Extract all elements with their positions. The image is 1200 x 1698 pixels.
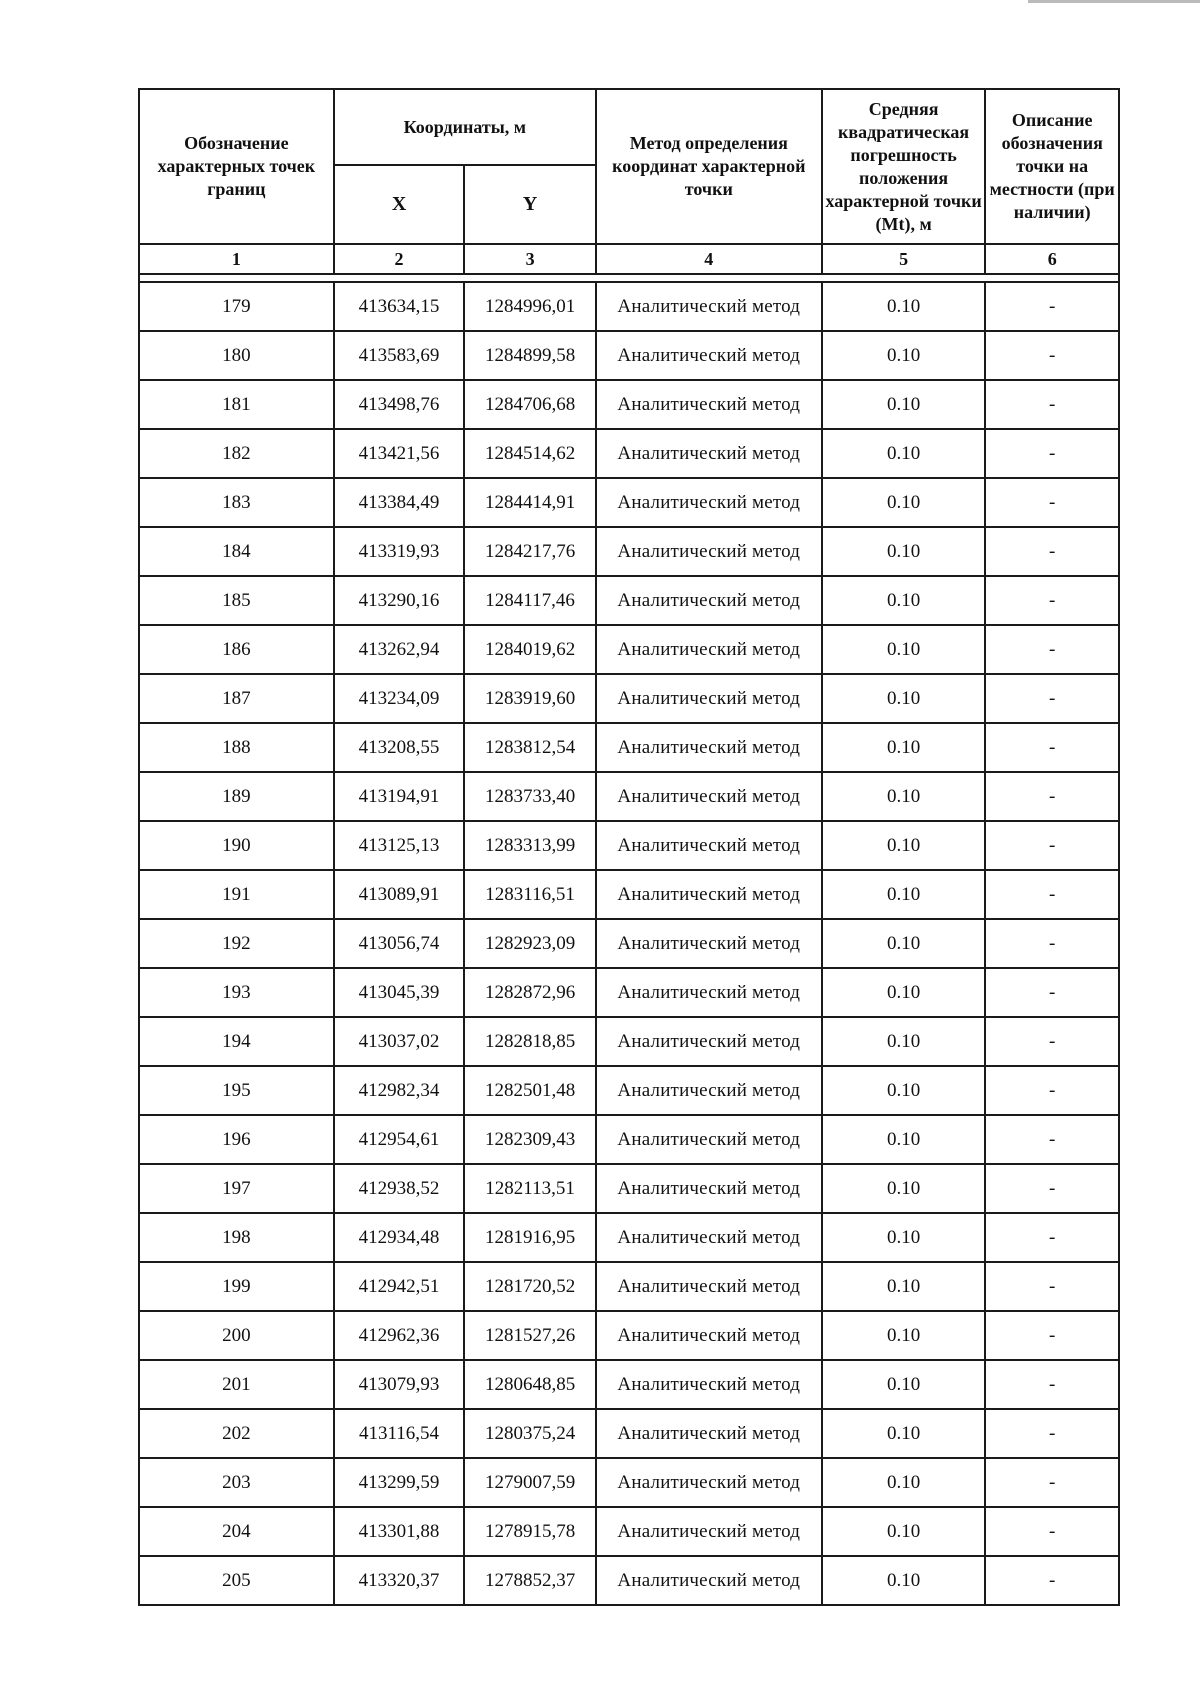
description-cell: - [985, 1409, 1119, 1458]
mean-error-cell: 0.10 [822, 625, 986, 674]
mean-error-cell: 0.10 [822, 282, 986, 331]
method-cell: Аналитический метод [596, 429, 822, 478]
mean-error-cell: 0.10 [822, 1556, 986, 1605]
y-coordinate-cell: 1284117,46 [464, 576, 596, 625]
point-number-cell: 186 [139, 625, 334, 674]
x-coordinate-cell: 412942,51 [334, 1262, 465, 1311]
table-row [139, 282, 1119, 331]
description-cell: - [985, 1213, 1119, 1262]
table-row [139, 1213, 1119, 1262]
header-coordinates: Координаты, м [334, 89, 596, 165]
y-coordinate-cell: 1283116,51 [464, 870, 596, 919]
table-row [139, 527, 1119, 576]
y-coordinate-cell: 1284019,62 [464, 625, 596, 674]
table-row [139, 1017, 1119, 1066]
table-row [139, 1458, 1119, 1507]
mean-error-cell: 0.10 [822, 919, 986, 968]
table-row [139, 380, 1119, 429]
description-cell: - [985, 919, 1119, 968]
x-coordinate-cell: 413056,74 [334, 919, 465, 968]
table-row [139, 821, 1119, 870]
mean-error-cell: 0.10 [822, 478, 986, 527]
mean-error-cell: 0.10 [822, 576, 986, 625]
x-coordinate-cell: 412954,61 [334, 1115, 465, 1164]
description-cell: - [985, 1556, 1119, 1605]
point-number-cell: 184 [139, 527, 334, 576]
x-coordinate-cell: 413634,15 [334, 282, 465, 331]
header-x: X [334, 165, 465, 244]
table-row [139, 1556, 1119, 1605]
description-cell: - [985, 772, 1119, 821]
scan-edge-mark [1028, 0, 1200, 3]
description-cell: - [985, 821, 1119, 870]
point-number-cell: 187 [139, 674, 334, 723]
x-coordinate-cell: 413301,88 [334, 1507, 465, 1556]
description-cell: - [985, 674, 1119, 723]
mean-error-cell: 0.10 [822, 870, 986, 919]
x-coordinate-cell: 412934,48 [334, 1213, 465, 1262]
mean-error-cell: 0.10 [822, 1507, 986, 1556]
description-cell: - [985, 870, 1119, 919]
method-cell: Аналитический метод [596, 478, 822, 527]
x-coordinate-cell: 413089,91 [334, 870, 465, 919]
table-row [139, 1409, 1119, 1458]
table-row [139, 870, 1119, 919]
x-coordinate-cell: 412982,34 [334, 1066, 465, 1115]
header-mean-error: Средняя квадратическая погрешность положения характерной точки (Mt), м [822, 89, 986, 244]
x-coordinate-cell: 413583,69 [334, 331, 465, 380]
x-coordinate-cell: 413319,93 [334, 527, 465, 576]
method-cell: Аналитический метод [596, 870, 822, 919]
point-number-cell: 203 [139, 1458, 334, 1507]
point-number-cell: 179 [139, 282, 334, 331]
description-cell: - [985, 1164, 1119, 1213]
table-row [139, 723, 1119, 772]
method-cell: Аналитический метод [596, 723, 822, 772]
y-coordinate-cell: 1281916,95 [464, 1213, 596, 1262]
point-number-cell: 189 [139, 772, 334, 821]
x-coordinate-cell: 413045,39 [334, 968, 465, 1017]
y-coordinate-cell: 1284217,76 [464, 527, 596, 576]
x-coordinate-cell: 413384,49 [334, 478, 465, 527]
method-cell: Аналитический метод [596, 1409, 822, 1458]
header-y: Y [464, 165, 596, 244]
method-cell: Аналитический метод [596, 919, 822, 968]
point-number-cell: 182 [139, 429, 334, 478]
method-cell: Аналитический метод [596, 1311, 822, 1360]
table-row [139, 1311, 1119, 1360]
mean-error-cell: 0.10 [822, 1458, 986, 1507]
method-cell: Аналитический метод [596, 968, 822, 1017]
point-number-cell: 188 [139, 723, 334, 772]
mean-error-cell: 0.10 [822, 1115, 986, 1164]
point-number-cell: 183 [139, 478, 334, 527]
y-coordinate-cell: 1284899,58 [464, 331, 596, 380]
y-coordinate-cell: 1280375,24 [464, 1409, 596, 1458]
description-cell: - [985, 1360, 1119, 1409]
header-description: Описание обозначения точки на местности (при наличии) [985, 89, 1119, 244]
mean-error-cell: 0.10 [822, 429, 986, 478]
description-cell: - [985, 1262, 1119, 1311]
description-cell: - [985, 331, 1119, 380]
method-cell: Аналитический метод [596, 674, 822, 723]
point-number-cell: 185 [139, 576, 334, 625]
description-cell: - [985, 1311, 1119, 1360]
mean-error-cell: 0.10 [822, 1262, 986, 1311]
table-row [139, 429, 1119, 478]
x-coordinate-cell: 413116,54 [334, 1409, 465, 1458]
description-cell: - [985, 1066, 1119, 1115]
method-cell: Аналитический метод [596, 1556, 822, 1605]
method-cell: Аналитический метод [596, 527, 822, 576]
mean-error-cell: 0.10 [822, 1017, 986, 1066]
description-cell: - [985, 968, 1119, 1017]
table-row [139, 1360, 1119, 1409]
description-cell: - [985, 380, 1119, 429]
point-number-cell: 180 [139, 331, 334, 380]
method-cell: Аналитический метод [596, 1164, 822, 1213]
method-cell: Аналитический метод [596, 380, 822, 429]
y-coordinate-cell: 1283812,54 [464, 723, 596, 772]
description-cell: - [985, 625, 1119, 674]
point-number-cell: 198 [139, 1213, 334, 1262]
description-cell: - [985, 1115, 1119, 1164]
description-cell: - [985, 723, 1119, 772]
y-coordinate-cell: 1284706,68 [464, 380, 596, 429]
table-row [139, 478, 1119, 527]
point-number-cell: 190 [139, 821, 334, 870]
mean-error-cell: 0.10 [822, 1164, 986, 1213]
x-coordinate-cell: 413194,91 [334, 772, 465, 821]
table-row [139, 1115, 1119, 1164]
method-cell: Аналитический метод [596, 1017, 822, 1066]
method-cell: Аналитический метод [596, 1262, 822, 1311]
y-coordinate-cell: 1283733,40 [464, 772, 596, 821]
table-body [139, 282, 1119, 1605]
point-number-cell: 181 [139, 380, 334, 429]
y-coordinate-cell: 1279007,59 [464, 1458, 596, 1507]
method-cell: Аналитический метод [596, 576, 822, 625]
point-number-cell: 193 [139, 968, 334, 1017]
mean-error-cell: 0.10 [822, 380, 986, 429]
mean-error-cell: 0.10 [822, 1213, 986, 1262]
column-number: 5 [822, 244, 986, 274]
y-coordinate-cell: 1282818,85 [464, 1017, 596, 1066]
method-cell: Аналитический метод [596, 625, 822, 674]
x-coordinate-cell: 413208,55 [334, 723, 465, 772]
point-number-cell: 196 [139, 1115, 334, 1164]
point-number-cell: 205 [139, 1556, 334, 1605]
table-row [139, 576, 1119, 625]
y-coordinate-cell: 1282113,51 [464, 1164, 596, 1213]
method-cell: Аналитический метод [596, 1066, 822, 1115]
column-number: 1 [139, 244, 334, 274]
method-cell: Аналитический метод [596, 772, 822, 821]
column-number: 3 [464, 244, 596, 274]
table-row [139, 919, 1119, 968]
point-number-cell: 197 [139, 1164, 334, 1213]
header-point-designation: Обозначение характерных точек границ [139, 89, 334, 244]
method-cell: Аналитический метод [596, 1213, 822, 1262]
point-number-cell: 201 [139, 1360, 334, 1409]
method-cell: Аналитический метод [596, 331, 822, 380]
y-coordinate-cell: 1284514,62 [464, 429, 596, 478]
method-cell: Аналитический метод [596, 1507, 822, 1556]
x-coordinate-cell: 413290,16 [334, 576, 465, 625]
method-cell: Аналитический метод [596, 1458, 822, 1507]
table-row [139, 1164, 1119, 1213]
y-coordinate-cell: 1278852,37 [464, 1556, 596, 1605]
point-number-cell: 192 [139, 919, 334, 968]
y-coordinate-cell: 1282872,96 [464, 968, 596, 1017]
column-number: 2 [334, 244, 465, 274]
x-coordinate-cell: 413421,56 [334, 429, 465, 478]
column-number: 6 [985, 244, 1119, 274]
mean-error-cell: 0.10 [822, 331, 986, 380]
mean-error-cell: 0.10 [822, 772, 986, 821]
x-coordinate-cell: 412938,52 [334, 1164, 465, 1213]
point-number-cell: 202 [139, 1409, 334, 1458]
method-cell: Аналитический метод [596, 1360, 822, 1409]
mean-error-cell: 0.10 [822, 968, 986, 1017]
method-cell: Аналитический метод [596, 282, 822, 331]
table-row [139, 1262, 1119, 1311]
point-number-cell: 199 [139, 1262, 334, 1311]
mean-error-cell: 0.10 [822, 723, 986, 772]
coordinates-table [138, 88, 1120, 1606]
y-coordinate-cell: 1283919,60 [464, 674, 596, 723]
x-coordinate-cell: 412962,36 [334, 1311, 465, 1360]
description-cell: - [985, 576, 1119, 625]
header-separator [139, 274, 1119, 282]
x-coordinate-cell: 413079,93 [334, 1360, 465, 1409]
description-cell: - [985, 1507, 1119, 1556]
y-coordinate-cell: 1278915,78 [464, 1507, 596, 1556]
mean-error-cell: 0.10 [822, 1360, 986, 1409]
point-number-cell: 194 [139, 1017, 334, 1066]
description-cell: - [985, 1017, 1119, 1066]
x-coordinate-cell: 413262,94 [334, 625, 465, 674]
x-coordinate-cell: 413498,76 [334, 380, 465, 429]
column-number: 4 [596, 244, 822, 274]
mean-error-cell: 0.10 [822, 821, 986, 870]
table-row [139, 1507, 1119, 1556]
table-row [139, 674, 1119, 723]
table-row [139, 625, 1119, 674]
y-coordinate-cell: 1284414,91 [464, 478, 596, 527]
mean-error-cell: 0.10 [822, 1066, 986, 1115]
y-coordinate-cell: 1280648,85 [464, 1360, 596, 1409]
x-coordinate-cell: 413299,59 [334, 1458, 465, 1507]
y-coordinate-cell: 1281720,52 [464, 1262, 596, 1311]
y-coordinate-cell: 1283313,99 [464, 821, 596, 870]
description-cell: - [985, 282, 1119, 331]
description-cell: - [985, 429, 1119, 478]
mean-error-cell: 0.10 [822, 1311, 986, 1360]
x-coordinate-cell: 413234,09 [334, 674, 465, 723]
mean-error-cell: 0.10 [822, 1409, 986, 1458]
description-cell: - [985, 478, 1119, 527]
x-coordinate-cell: 413037,02 [334, 1017, 465, 1066]
point-number-cell: 204 [139, 1507, 334, 1556]
mean-error-cell: 0.10 [822, 527, 986, 576]
table-row [139, 772, 1119, 821]
y-coordinate-cell: 1282501,48 [464, 1066, 596, 1115]
y-coordinate-cell: 1282309,43 [464, 1115, 596, 1164]
mean-error-cell: 0.10 [822, 674, 986, 723]
description-cell: - [985, 527, 1119, 576]
table-row [139, 1066, 1119, 1115]
x-coordinate-cell: 413125,13 [334, 821, 465, 870]
y-coordinate-cell: 1284996,01 [464, 282, 596, 331]
table-row [139, 331, 1119, 380]
table-row [139, 968, 1119, 1017]
method-cell: Аналитический метод [596, 821, 822, 870]
y-coordinate-cell: 1281527,26 [464, 1311, 596, 1360]
description-cell: - [985, 1458, 1119, 1507]
x-coordinate-cell: 413320,37 [334, 1556, 465, 1605]
method-cell: Аналитический метод [596, 1115, 822, 1164]
y-coordinate-cell: 1282923,09 [464, 919, 596, 968]
point-number-cell: 191 [139, 870, 334, 919]
header-method: Метод определения координат характерной точки [596, 89, 822, 244]
point-number-cell: 200 [139, 1311, 334, 1360]
point-number-cell: 195 [139, 1066, 334, 1115]
